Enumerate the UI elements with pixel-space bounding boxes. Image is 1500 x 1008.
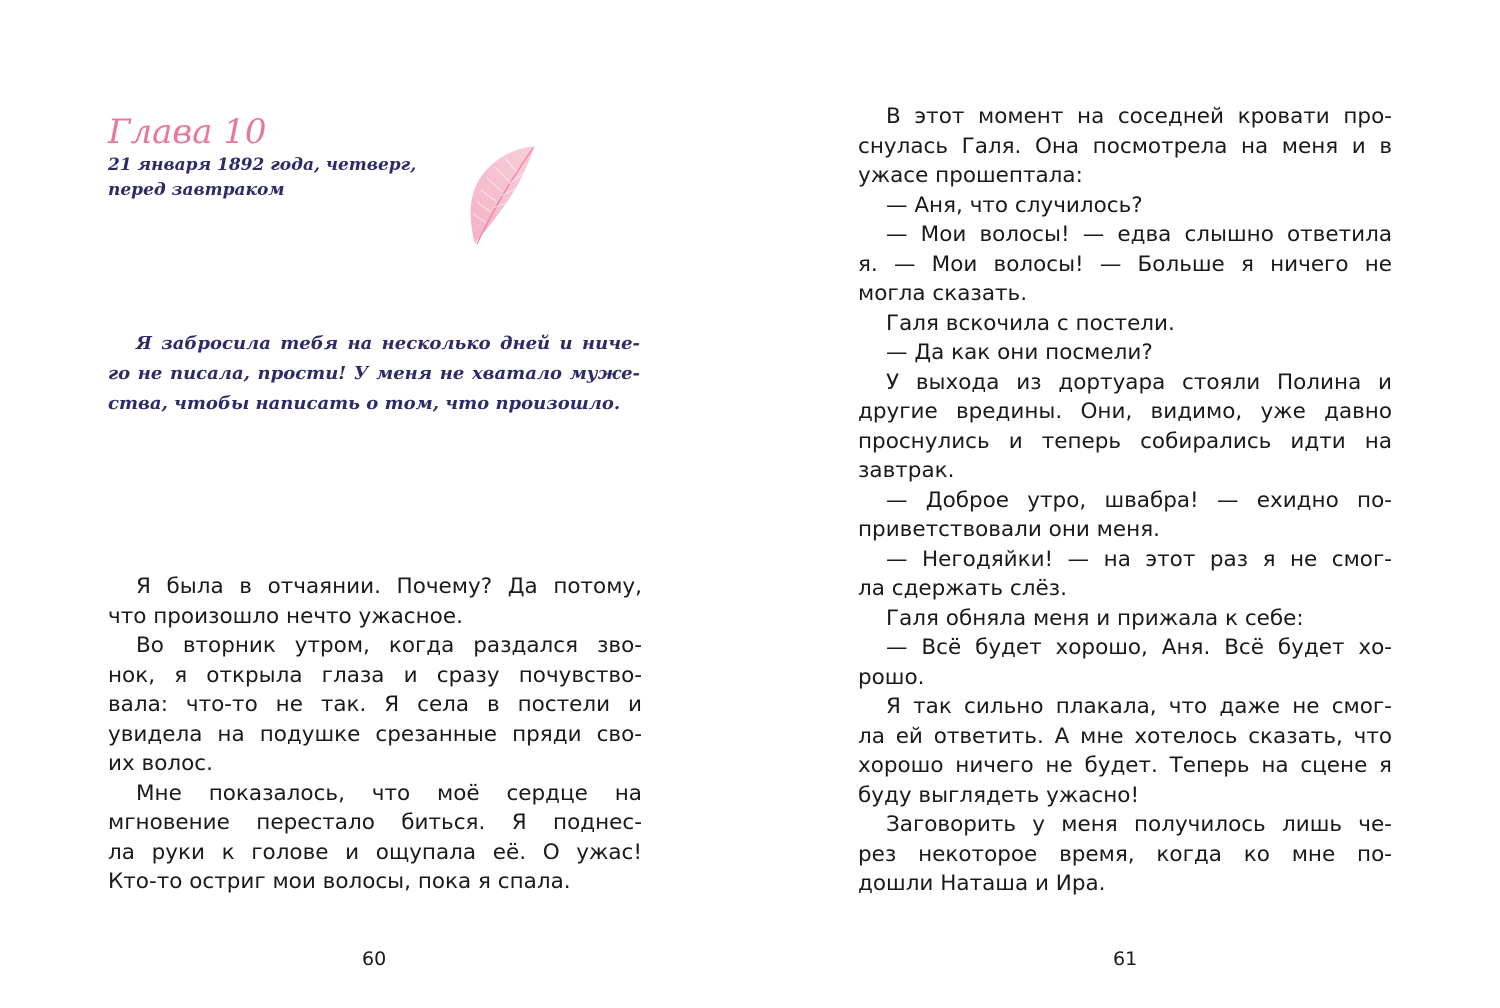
- text-line: — Доброе утро, швабра! — ехидно по-: [886, 487, 1392, 513]
- text-line: рез некоторое время, когда ко мне по-: [858, 841, 1392, 867]
- text-line: В этот момент на соседней кровати про-: [886, 104, 1392, 129]
- text-line: буду выглядеть ужасно!: [858, 782, 1140, 808]
- text-line: вала: что-то не так. Я села в постели и: [108, 692, 642, 717]
- feather-icon: [455, 140, 545, 250]
- text-line: нок, я открыла глаза и сразу почувство-: [108, 662, 642, 688]
- chapter-title: Глава 10: [108, 112, 267, 152]
- text-line: У выхода из дортуара стояли Полина и: [886, 369, 1392, 395]
- text-line: Во вторник утром, когда раздался зво-: [136, 633, 642, 658]
- text-line: — Аня, что случилось?: [886, 192, 1143, 218]
- right-page: [750, 0, 1500, 1008]
- diary-note: [108, 329, 640, 419]
- page-number-text: 61: [1113, 948, 1138, 970]
- text-line: ла руки к голове и ощупала её. О ужас!: [108, 839, 642, 865]
- text-line: завтрак.: [858, 458, 955, 483]
- chapter-date: [108, 153, 438, 203]
- text-line: другие вредины. Они, видимо, уже давно: [858, 399, 1392, 424]
- text-line: я. — Мои волосы! — Больше я ничего не: [858, 251, 1392, 277]
- text-line: дошли Наташа и Ира.: [858, 871, 1106, 896]
- text-line: приветствовали они меня.: [858, 517, 1160, 542]
- text-line: — Негодяйки! — на этот раз я не смог-: [886, 546, 1392, 572]
- diary-note-line: го не писала, прости! У меня не хватало муже-: [108, 363, 640, 384]
- text-line: что произошло нечто ужасное.: [108, 603, 463, 629]
- text-line: хорошо ничего не будет. Теперь на сцене я: [858, 753, 1392, 778]
- text-line: Кто-то остриг мои волосы, пока я спала.: [108, 869, 571, 894]
- body-text: [108, 572, 642, 897]
- diary-note-line: Я забросила тебя на несколько дней и ниче-: [136, 333, 640, 354]
- text-line: Мне показалось, что моё сердце на: [136, 780, 642, 806]
- text-line: — Мои волосы! — едва слышно ответила: [886, 222, 1392, 247]
- text-line: ла сдержать слёз.: [858, 576, 1067, 601]
- text-line: могла сказать.: [858, 281, 1028, 306]
- text-line: — Да как они посмели?: [886, 340, 1153, 365]
- chapter-date-line: 21 января 1892 года, четверг,: [108, 155, 417, 175]
- text-line: Галя обняла меня и прижала к себе:: [886, 605, 1304, 631]
- text-line: снулась Галя. Она посмотрела на меня и в: [858, 133, 1392, 159]
- text-line: Заговорить у меня получилось лишь че-: [886, 812, 1392, 837]
- chapter-date-line: перед завтраком: [108, 180, 285, 200]
- text-line: их волос.: [108, 751, 213, 776]
- diary-note-line: ства, чтобы написать о том, что произошло.: [108, 393, 621, 414]
- text-line: Я была в отчаянии. Почему? Да потому,: [136, 574, 642, 599]
- text-line: проснулись и теперь собирались идти на: [858, 428, 1392, 454]
- text-line: рошо.: [858, 664, 925, 690]
- text-line: мгновение перестало биться. Я поднес-: [108, 810, 642, 835]
- text-line: Я так сильно плакала, что даже не смог-: [886, 694, 1392, 719]
- body-text: [858, 102, 1392, 899]
- text-line: ужасе прошептала:: [858, 163, 1083, 188]
- page-number-text: 60: [362, 948, 387, 970]
- text-line: ла ей ответить. А мне хотелось сказать, что: [858, 723, 1392, 749]
- text-line: — Всё будет хорошо, Аня. Всё будет хо-: [886, 635, 1392, 660]
- text-line: увидела на подушке срезанные пряди сво-: [108, 721, 642, 747]
- text-line: Галя вскочила с постели.: [886, 310, 1175, 336]
